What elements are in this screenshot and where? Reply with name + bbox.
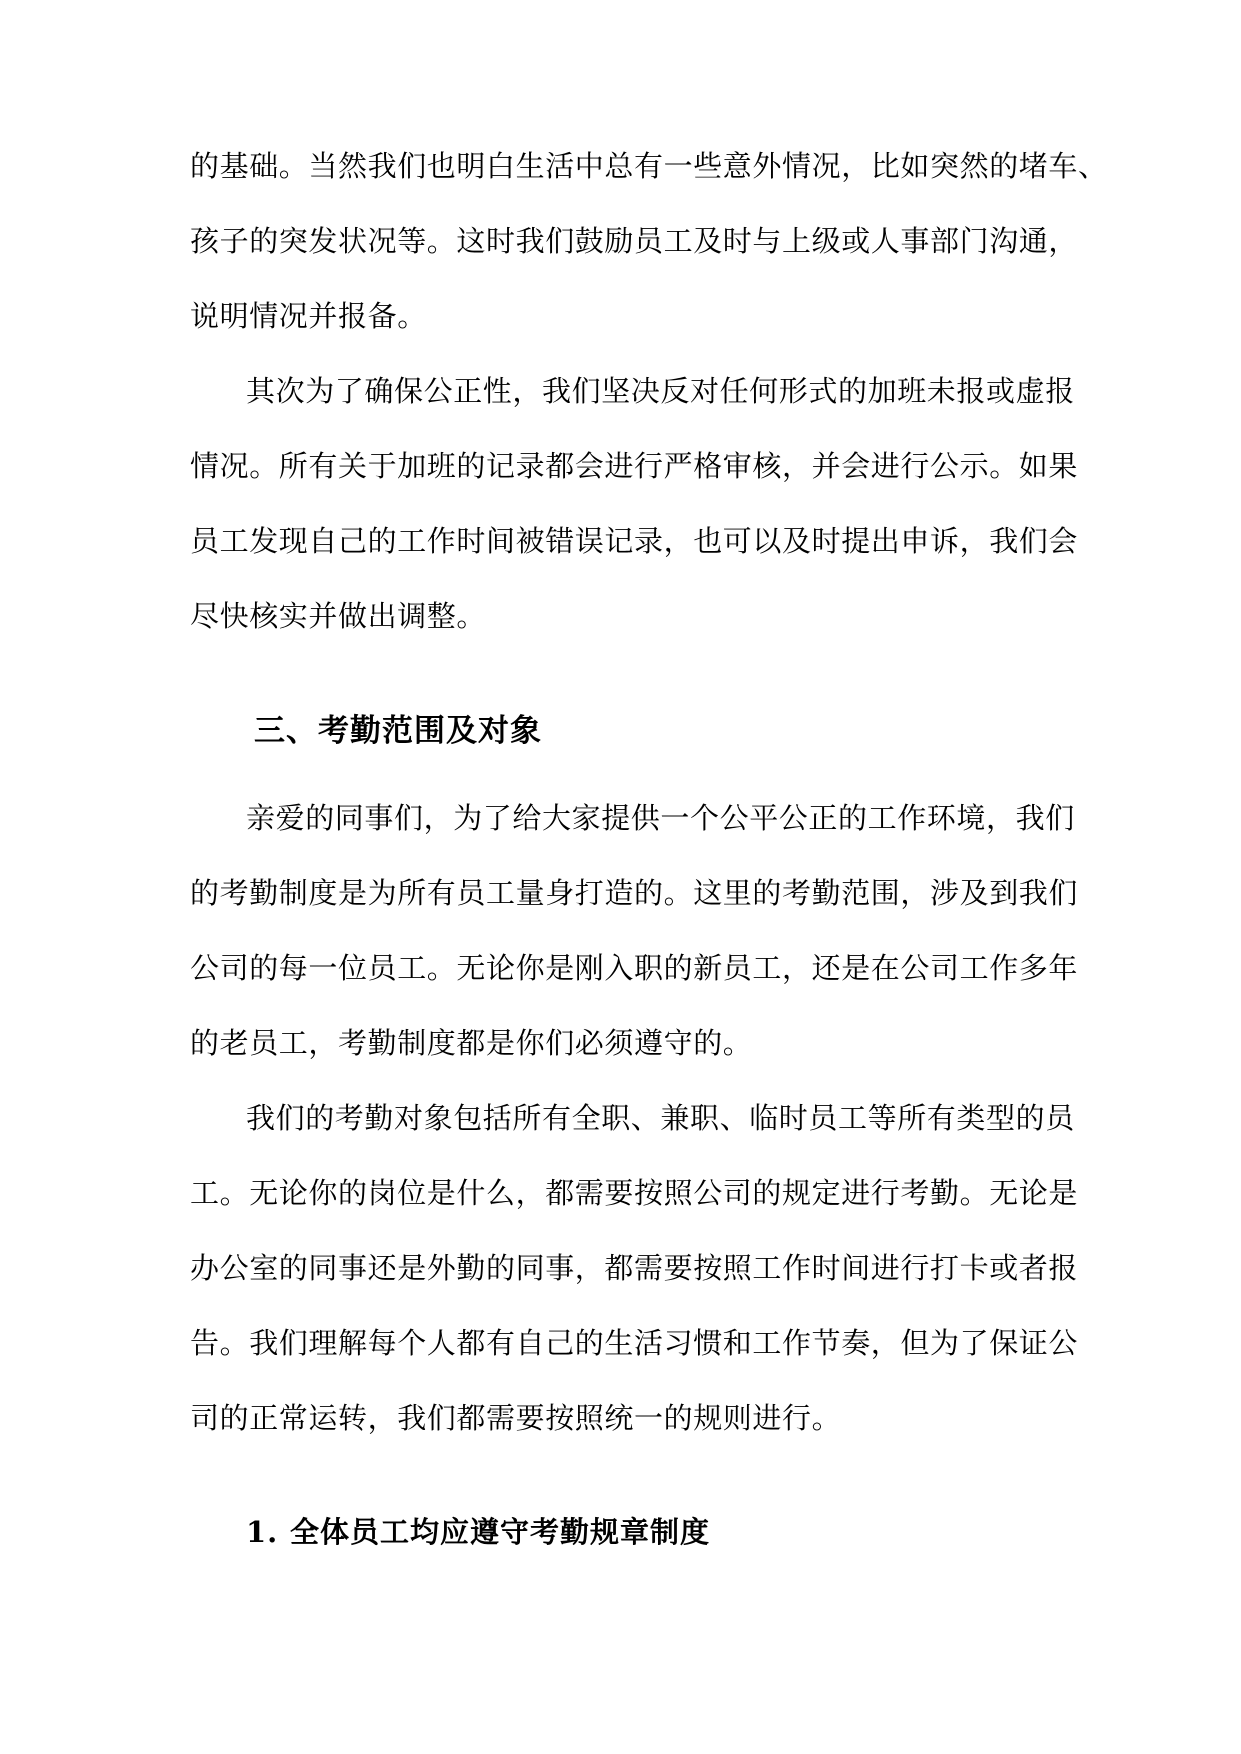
para1-line-2: 孩子的突发状况等。这时我们鼓励员工及时与上级或人事部门沟通，: [190, 224, 1079, 258]
para4-line-5: 司的正常运转，我们都需要按照统一的规则进行。: [190, 1401, 842, 1435]
para2-line-1: 其次为了确保公正性，我们坚决反对任何形式的加班未报或虚报: [246, 374, 1075, 408]
para2-line-4: 尽快核实并做出调整。: [190, 599, 487, 633]
para1-line-1: 的基础。当然我们也明白生活中总有一些意外情况，比如突然的堵车、: [190, 149, 1108, 183]
para2-line-3: 员工发现自己的工作时间被错误记录，也可以及时提出申诉，我们会: [190, 524, 1079, 558]
para1-line-3: 说明情况并报备。: [190, 299, 427, 333]
para2-line-2: 情况。所有关于加班的记录都会进行严格审核，并会进行公示。如果: [190, 449, 1079, 483]
para4-line-1: 我们的考勤对象包括所有全职、兼职、临时员工等所有类型的员: [246, 1101, 1075, 1135]
para3-line-3: 公司的每一位员工。无论你是刚入职的新员工，还是在公司工作多年: [190, 951, 1079, 985]
subsection-title: 全体员工均应遵守考勤规章制度: [290, 1515, 711, 1549]
para3-line-4: 的老员工，考勤制度都是你们必须遵守的。: [190, 1026, 753, 1060]
para3-line-2: 的考勤制度是为所有员工量身打造的。这里的考勤范围，涉及到我们: [190, 876, 1079, 910]
para4-line-3: 办公室的同事还是外勤的同事，都需要按照工作时间进行打卡或者报: [190, 1251, 1079, 1285]
para4-line-2: 工。无论你的岗位是什么，都需要按照公司的规定进行考勤。无论是: [190, 1176, 1079, 1210]
subsection-number: 1.: [246, 1515, 279, 1549]
para4-line-4: 告。我们理解每个人都有自己的生活习惯和工作节奏，但为了保证公: [190, 1326, 1079, 1360]
para3-line-1: 亲爱的同事们，为了给大家提供一个公平公正的工作环境，我们: [246, 801, 1075, 835]
subsection-heading: [246, 1512, 710, 1552]
section-heading: 三、考勤范围及对象: [254, 713, 542, 749]
